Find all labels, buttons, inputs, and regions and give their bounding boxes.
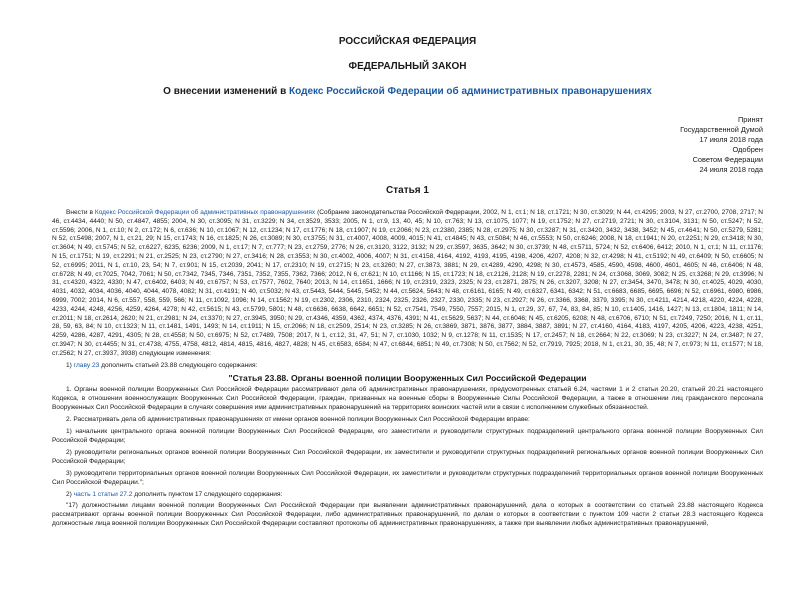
paragraph: 2) руководители региональных органов военной полиции Вооруженных Сил Российской Федерации, их заместители и руководители структурных подразделений региональных органов военной полиции Вооруженных Сил Российской Федерации;	[52, 448, 763, 465]
amendment-item-2	[52, 491, 763, 500]
paragraph: 2. Рассматривать дела об административных правонарушениях от имени органов военной полиции Вооруженных Сил Российской Федерации вправе:	[66, 416, 530, 424]
law-type-heading: ФЕДЕРАЛЬНЫЙ ЗАКОН	[348, 61, 467, 72]
chapter-23-link[interactable]: главу 23	[73, 361, 100, 369]
law-title	[52, 86, 763, 97]
law-title-prefix: О внесении изменений в	[163, 86, 290, 97]
paragraph: 1. Органы военной полиции Вооруженных Сил Российской Федерации рассматривают дела об административных правонарушениях, предусмотренных статьей 6.24, частями 1 и 2 статьи 20.20, статьей 20.21 настоящего Кодекса, в отношении военнослужащих Вооруженных Сил Российской Федерации, граждан, призванных на военные сборы в Вооруженные Силы Российской Федерации, а также в отношении лиц гражданского персонала Вооруженных Сил Российской Федерации в случаях совершения ими административных правонарушений на территориях воинских частей или в связи с исполнением служебных обязанностей.	[52, 386, 763, 412]
intro-citations: (Собрание законодательства Российской Федерации, 2002, N 1, ст.1; N 18, ст.1721; N 30, ст.3029; N 44, ст.4295; 2003, N 27, ст.2700, 2708, 2717; N 46, ст.4434, 4440; N 50, ст.4847, 4855; 2004, N 30, ст.3095; N 31, ст.3229; N 34, ст.3529, 3533; 2005, N 1, ст.9, 13, 40, 45; N 10, ст.763; N 13, ст.1075, 1077; N 19, ст.1752; N 27, ст.2719, 2721; N 30, ст.3104, 3131; N 50, ст.5247; N 52, ст.5596; 2006, N 1, ст.10; N 2, ст.172; N 6, ст.636; N 10, ст.1067; N 12, ст.1234; N 17, ст.1776; N 18, ст.1907; N 19, ст.2066; N 23, ст.2380, 2385; N 28, ст.2975; N 30, ст.3287; N 31, ст.3420, 3432, 3438, 3452; N 45, ст.4641; N 50, ст.5279, 5281; N 52, ст.5498; 2007, N 1, ст.21, 29; N 15, ст.1743; N 16, ст.1825; N 26, ст.3089; N 30, ст.3755; N 31, ст.4007, 4008, 4009, 4015; N 41, ст.4845; N 43, ст.5084; N 46, ст.5553; N 50, ст.6246; 2008, N 18, ст.1941; N 20, ст.2251; N 29, ст.3418; N 30, ст.3604; N 49, ст.5745; N 52, ст.6227, 6235, 6236; 2009, N 1, ст.17; N 7, ст.777; N 23, ст.2759, 2776; N 26, ст.3120, 3122, 3132; N 29, ст.3597, 3635, 3642; N 30, ст.3739; N 48, ст.5711, 5724; N 52, ст.6406, 6412; 2010, N 1, ст.1; N 11, ст.1176; N 15, ст.1751; N 19, ст.2291; N 21, ст.2525; N 23, ст.2790; N 27, ст.3416; N 28, ст.3553; N 30, ст.4002, 4006, 4007; N 31, ст.4158, 4164, 4192, 4193, 4195, 4198, 4206, 4207, 4208; N 32, ст.4298; N 41, ст.5192; N 49, ст.6409; N 50, ст.6605; N 52, ст.6995; 2011, N 1, ст.10, 23, 54; N 7, ст.901; N 15, ст.2039, 2041; N 17, ст.2310; N 19, ст.2715; N 23, ст.3260; N 27, ст.3873, 3881; N 29, ст.4289, 4290, 4298; N 30, ст.4573, 4585, 4590, 4598, 4600, 4601, 4605; N 46, ст.6406; N 48, ст.6728; N 49, ст.7025, 7042, 7061; N 50, ст.7342, 7345, 7346, 7351, 7352, 7355, 7362, 7366; 2012, N 6, ст.621; N 10, ст.1166; N 15, ст.1723; N 18, ст.2126, 2128; N 19, ст.2278, 2281; N 24, ст.3068, 3069, 3082; N 25, ст.3268; N 29, ст.3996; N 31, ст.4320, 4322, 4330; N 47, ст.6402, 6403; N 49, ст.6757; N 53, ст.7577, 7602, 7640; 2013, N 14, ст.1651, 1666; N 19, ст.2319, 2323, 2325; N 23, ст.2871, 2875; N 26, ст.3207, 3208; N 27, ст.3454, 3470, 3478; N 30, ст.4025, 4029, 4030, 4031, 4032, 4034, 4036, 4040, 4044, 4078, 4082; N 31, ст.4191; N 40, ст.5032; N 43, ст.5443, 5444, 5445, 5452; N 44, ст.5624, 5643; N 48, ст.6161, 6165; N 49, ст.6327, 6341, 6342; N 51, ст.6683, 6685, 6695, 6696; N 52, ст.6961, 6980, 6986, 6999, 7002; 2014, N 6, ст.557, 558, 559, 566; N 11, ст.1092, 1096; N 14, ст.1562; N 19, ст.2302, 2306, 2310, 2324, 2325, 2326, 2327, 2330, 2335; N 23, ст.2927; N 26, ст.3366, 3368, 3379, 3395; N 30, ст.4211, 4214, 4218, 4220, 4224, 4228, 4233, 4244, 4248, 4256, 4259, 4264, 4278; N 42, ст.5615; N 43, ст.5799, 5801; N 48, ст.6636, 6638, 6642, 6651; N 52, ст.7541, 7549, 7550, 7557; 2015, N 1, ст.29, 37, 67, 74, 83, 84, 85; N 10, ст.1405, 1416, 1427; N 13, ст.1804, 1811; N 14, ст.2011; N 18, ст.2614, 2620; N 21, ст.2981; N 24, ст.3370; N 27, ст.3945, 3950; N 29, ст.4346, 4359, 4362, 4374, 4376, 4391; N 41, ст.5629, 5637; N 44, ст.6046; N 45, ст.6205, 6208; N 48, ст.6706, 6710; N 51, ст.7249, 7250; 2016, N 1, ст.11, 28, 59, 63, 84; N 10, ст.1323; N 11, ст.1481, 1491, 1493; N 14, ст.1911; N 15, ст.2066; N 18, ст.2509, 2514; N 23, ст.3285; N 26, ст.3869, 3871, 3876, 3877, 3884, 3887, 3891; N 27, ст.4160, 4164, 4183, 4197, 4205, 4206, 4223, 4238, 4251, 4259, 4286, 4287, 4291, 4305; N 28, ст.4558; N 50, ст.6975; N 52, ст.7489, 7508; 2017, N 1, ст.12, 31, 47, 51; N 7, ст.1030, 1032; N 9, ст.1278; N 11, ст.1535; N 17, ст.2457; N 18, ст.2664; N 22, ст.3069; N 23, ст.3227; N 24, ст.3487; N 27, ст.3947; N 30, ст.4455; N 31, ст.4738, 4755, 4758, 4812, 4814, 4815, 4816, 4827, 4828; N 45, ст.6583, 6584; N 47, ст.6844, 6851; N 49, ст.7308; N 50, ст.7562; N 52, ст.7919, 7925; 2018, N 1, ст.21, 30, 35, 48; N 7, ст.973; N 11, ст.1577; N 18, ст.2562; N 27, ст.3937, 3938) следующие изменения:	[52, 209, 763, 357]
adoption-line: 17 июля 2018 года	[699, 135, 763, 144]
law-document	[0, 36, 807, 607]
adoption-line: Принят	[737, 115, 763, 124]
adoption-line: Одобрен	[732, 145, 763, 154]
adoption-line: 24 июля 2018 года	[699, 165, 763, 174]
item-number: 1)	[66, 361, 74, 369]
item-number: 2)	[66, 490, 74, 498]
article-heading: Статья 1	[386, 185, 429, 196]
amendment-item-1	[52, 362, 763, 371]
item-text: дополнить статьей 23.88 следующего содержания:	[99, 361, 258, 369]
intro-code-link[interactable]: Кодекс Российской Федерации об административных правонарушениях	[94, 209, 316, 216]
paragraph: 3) руководители территориальных органов военной полиции Вооруженных Сил Российской Федерации, их заместители и руководители структурных подразделений территориальных органов военной полиции Вооруженных Сил Российской Федерации.";	[52, 469, 763, 486]
article-intro	[52, 209, 763, 359]
country-heading: РОССИЙСКАЯ ФЕДЕРАЦИЯ	[338, 36, 477, 47]
item-text: дополнить пунктом 17 следующего содержания:	[132, 490, 283, 498]
paragraph: 1) начальник центрального органа военной полиции Вооруженных Сил Российской Федерации, его заместители и руководители структурных подразделений центрального органа военной полиции Вооруженных Сил Российской Федерации;	[52, 428, 763, 444]
new-article-title: "Статья 23.88. Органы военной полиции Вооруженных Сил Российской Федерации	[228, 373, 587, 384]
adoption-line: Советом Федерации	[692, 155, 763, 164]
intro-prefix: Внести в	[66, 209, 95, 216]
adoption-info	[52, 115, 763, 175]
code-link[interactable]: Кодекс Российской Федерации об административных правонарушениях	[289, 86, 652, 97]
adoption-line: Государственной Думой	[680, 125, 763, 134]
article-27-2-link[interactable]: часть 1 статьи 27.2	[73, 490, 133, 498]
paragraph: "17) должностными лицами военной полиции Вооруженных Сил Российской Федерации при выявлении административных правонарушений, дела о которых в соответствии со статьей 23.88 настоящего Кодекса рассматривают органы военной полиции Вооруженных Сил Российской Федерации, либо административных правонарушений, по делам о которых в соответствии с пунктом 109 части 2 статьи 28.3 настоящего Кодекса должностные лица военной полиции Вооруженных Сил Российской Федерации составляют протоколы об административных правонарушениях, а также при выявлении любых административных правонарушений,	[52, 502, 763, 528]
